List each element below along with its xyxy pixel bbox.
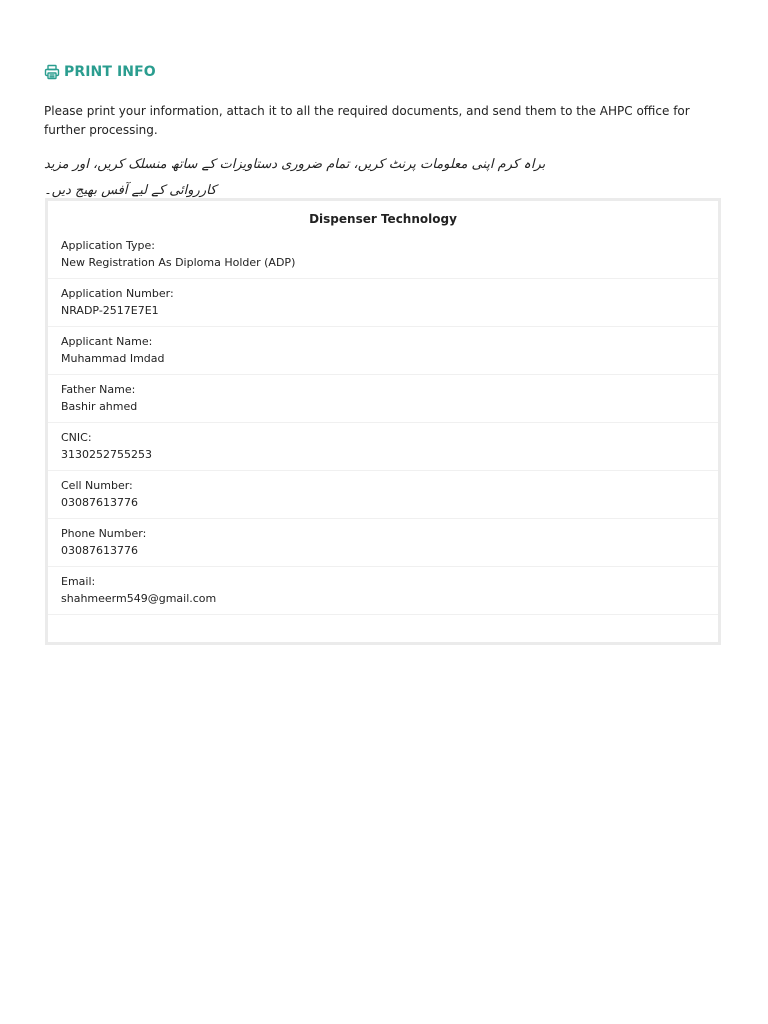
- card-title: Dispenser Technology: [309, 212, 457, 226]
- field-value: shahmeerm549@gmail.com: [61, 592, 217, 605]
- instruction-english: Please print your information, attach it to all the required documents, and send them to the AHPC office for further processing.: [44, 104, 690, 137]
- field-application-type: [48, 231, 718, 279]
- print-info-title: PRINT INFO: [64, 64, 156, 80]
- print-info-button[interactable]: [44, 64, 156, 80]
- field-label: CNIC:: [61, 431, 92, 444]
- field-label: Applicant Name:: [61, 335, 153, 348]
- field-value: New Registration As Diploma Holder (ADP): [61, 256, 296, 269]
- instruction-urdu: براہ کرم اپنی معلومات پرنٹ کریں، تمام ضروری دستاویزات کے ساتھ منسلک کریں، اور مزید کارروائی کے لیے آفس بھیج دیں۔: [44, 157, 546, 198]
- field-value: 03087613776: [61, 496, 138, 509]
- application-info-card: [45, 198, 721, 645]
- field-value: 3130252755253: [61, 448, 152, 461]
- field-label: Father Name:: [61, 383, 136, 396]
- field-label: Phone Number:: [61, 527, 147, 540]
- field-father-name: [48, 375, 718, 423]
- printer-icon: [44, 64, 60, 80]
- field-label: Application Number:: [61, 287, 174, 300]
- field-label: Cell Number:: [61, 479, 133, 492]
- field-email: [48, 567, 718, 615]
- field-application-number: [48, 279, 718, 327]
- field-label: Email:: [61, 575, 96, 588]
- field-value: Bashir ahmed: [61, 400, 138, 413]
- field-value: Muhammad Imdad: [61, 352, 165, 365]
- field-label: Application Type:: [61, 239, 155, 252]
- field-value: NRADP-2517E7E1: [61, 304, 159, 317]
- field-cnic: [48, 423, 718, 471]
- field-phone-number: [48, 519, 718, 567]
- field-cell-number: [48, 471, 718, 519]
- field-applicant-name: [48, 327, 718, 375]
- field-value: 03087613776: [61, 544, 138, 557]
